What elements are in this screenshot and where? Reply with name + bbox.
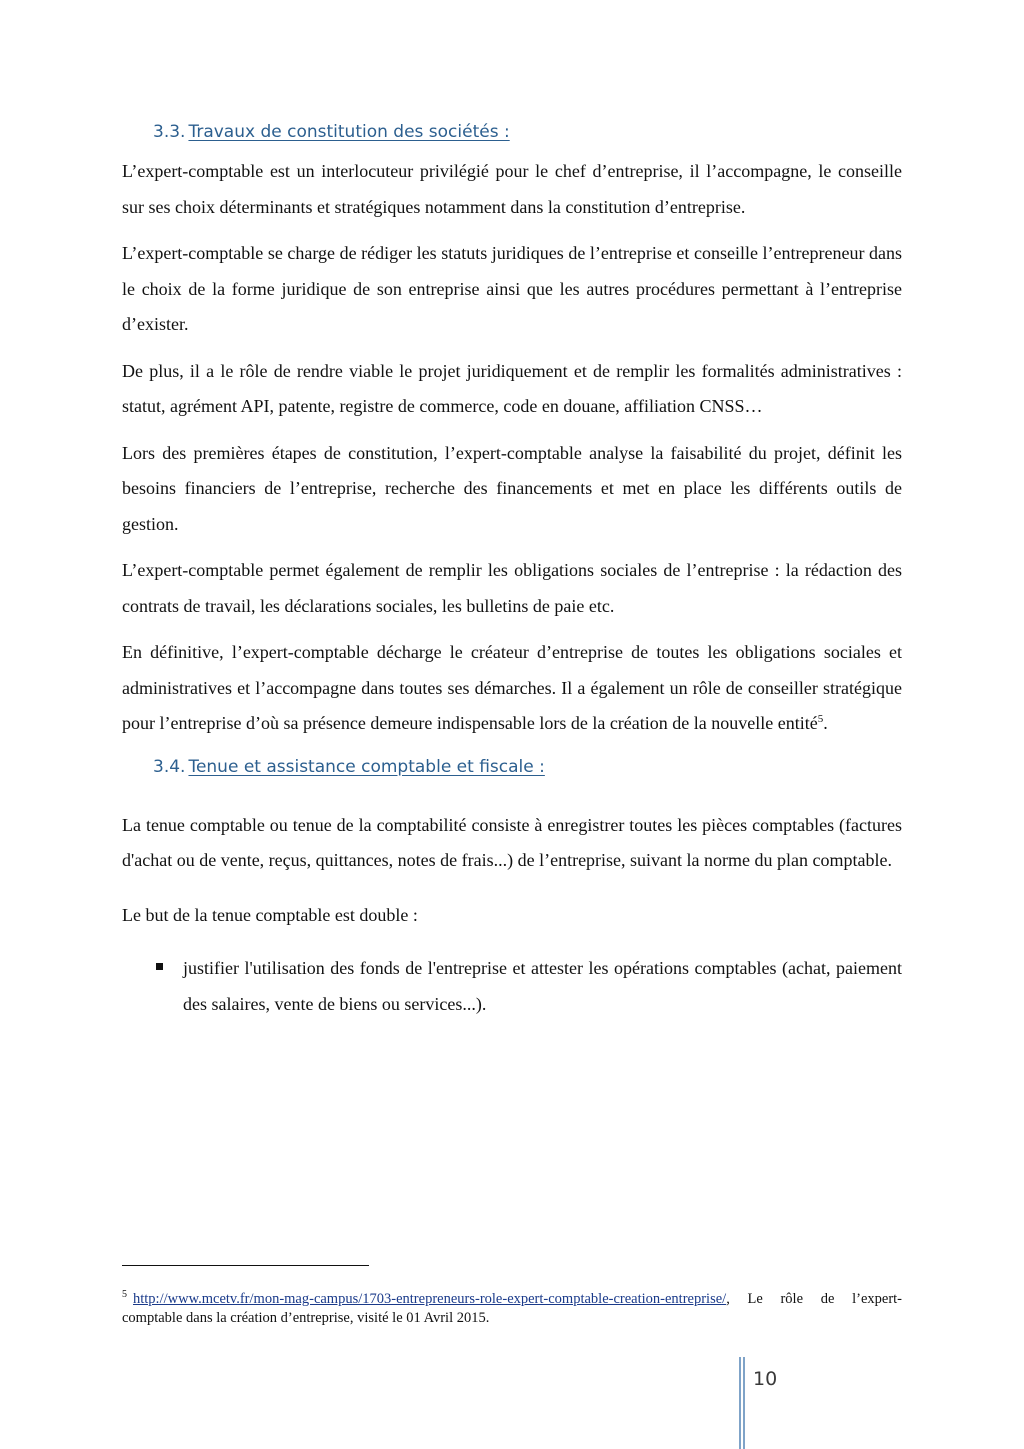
section-heading-3-4 (153, 753, 902, 781)
paragraph: L’expert-comptable se charge de rédiger les statuts juridiques de l’entreprise et conseille l’entrepreneur dans le choix de la forme juridique de son entreprise ainsi que les autres procédures permettant à l’entreprise d’exister. (122, 243, 902, 334)
page-number-bar (739, 1357, 741, 1449)
footnote (122, 1285, 902, 1328)
paragraph-end: . (823, 713, 828, 733)
footnote-link[interactable]: http://www.mcetv.fr/mon-mag-campus/1703-entrepreneurs-role-expert-comptable-creation-entreprise/ (133, 1290, 727, 1307)
square-bullet-icon (156, 963, 163, 970)
section-number: 3.4. (153, 756, 186, 777)
document-body (122, 118, 902, 1022)
list-item (122, 951, 902, 1022)
paragraph: L’expert-comptable permet également de remplir les obligations sociales de l’entreprise : la rédaction des contrats de travail, les déclarations sociales, les bulletins de paie etc. (122, 560, 902, 616)
section-title: Tenue et assistance comptable et fiscale : (188, 756, 545, 777)
footnote-separator (122, 1265, 369, 1266)
paragraph: Lors des premières étapes de constitution, l’expert-comptable analyse la faisabilité du projet, définit les besoins financiers de l’entreprise, recherche des financements et met en place les différents outils de gestion. (122, 442, 902, 534)
paragraph-text: En définitive, l’expert-comptable décharge le créateur d’entreprise de toutes les obligations sociales et administratives et l’accompagne dans toutes ses démarches. Il a également un rôle de conseiller stratégique pour l’entreprise d’où sa présence demeure indispensable lors de la création de la nouvelle entité (122, 642, 902, 733)
section-number: 3.3. (153, 122, 186, 142)
footnote-reference[interactable]: 5 (817, 713, 824, 725)
paragraph: Le but de la tenue comptable est double : (122, 904, 418, 925)
page-number-bar (743, 1357, 745, 1449)
section-heading-3-3 (153, 118, 902, 146)
paragraph-with-footnote (122, 635, 902, 742)
paragraph: La tenue comptable ou tenue de la comptabilité consiste à enregistrer toutes les pièces comptables (factures d'achat ou de vente, reçus, quittances, notes de frais...) de l’entreprise, suivant la norme du plan comptable. (122, 814, 902, 870)
page-number: 10 (753, 1368, 778, 1390)
footnote-number: 5 (122, 1289, 127, 1300)
section-title: Travaux de constitution des sociétés : (188, 122, 510, 142)
footnote-text: , Le rôle de l’expert-comptable dans la création d’entreprise, visité le 01 Avril 2015. (122, 1290, 902, 1326)
paragraph: L’expert-comptable est un interlocuteur privilégié pour le chef d’entreprise, il l’accompagne, le conseille sur ses choix déterminants et stratégiques notamment dans la constitution d’entreprise. (122, 161, 902, 217)
list-item-text: justifier l'utilisation des fonds de l'entreprise et attester les opérations comptables (achat, paiement des salaires, vente de biens ou services...). (183, 958, 902, 1014)
paragraph: De plus, il a le rôle de rendre viable le projet juridiquement et de remplir les formalités administratives : statut, agrément API, patente, registre de commerce, code en douane, affiliation CNSS… (122, 360, 902, 416)
